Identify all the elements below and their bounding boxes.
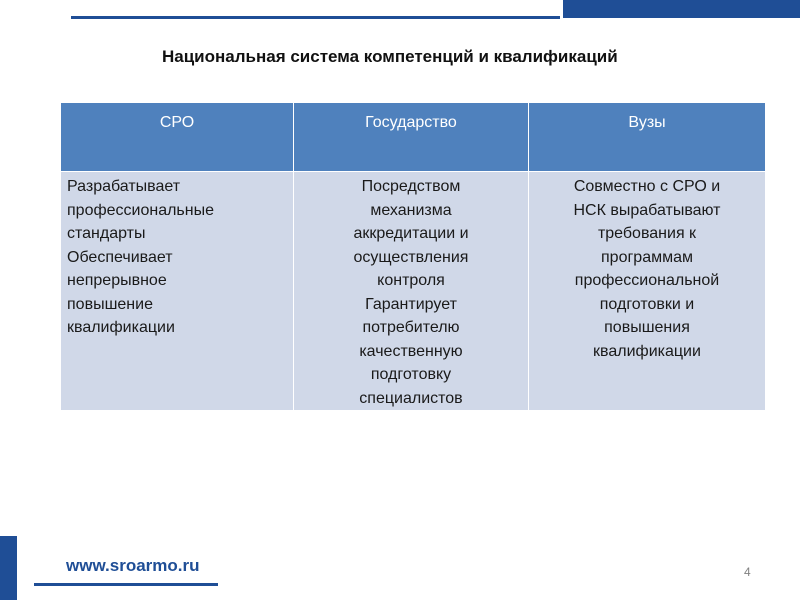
header-universities: Вузы [529,103,766,172]
top-decor-block [563,0,800,18]
cell-line: профессиональной [574,272,720,289]
cell-line: НСК вырабатывают [573,201,721,219]
slide-title: Национальная система компетенций и квалификаций [162,47,618,66]
cell-line: повышения [604,319,690,336]
cell-line: качественную [359,342,463,360]
left-decor-bar [0,536,17,600]
cell-line: Совместно с СРО и [573,178,721,195]
cell-line: контроля [377,272,445,289]
cell-line: Разрабатывает [67,178,181,195]
table-row [61,172,766,411]
cell-line: непрерывное [67,272,167,289]
cell-line: повышение [67,295,153,313]
footer-url-link[interactable]: www.sroarmo.ru [66,556,200,575]
table-header-row [61,103,766,172]
cell-line: аккредитации и [353,225,469,242]
cell-line: стандарты [67,225,146,242]
cell-line: квалификации [593,342,701,360]
footer-decor-line [34,583,218,586]
cell-line: профессиональные [67,201,214,219]
cell-line: осуществления [353,248,469,266]
cell-line: потребителю [362,319,460,336]
cell-line: требования к [597,225,697,242]
page-number: 4 [744,565,751,579]
cell-line: специалистов [359,389,463,407]
cell-line: подготовки и [599,295,695,313]
cell-sro [61,172,294,411]
cell-line: квалификации [67,319,175,336]
cell-state [294,172,529,411]
header-state: Государство [294,103,529,172]
cell-line: программам [601,248,693,266]
top-decor-line [71,16,560,19]
header-sro: СРО [61,103,294,172]
competency-table [60,102,766,411]
cell-universities [529,172,766,411]
cell-line: Посредством [361,178,461,195]
cell-line: Обеспечивает [67,248,173,266]
cell-line: механизма [370,201,452,219]
cell-line: Гарантирует [365,295,457,313]
cell-line: подготовку [370,366,452,383]
